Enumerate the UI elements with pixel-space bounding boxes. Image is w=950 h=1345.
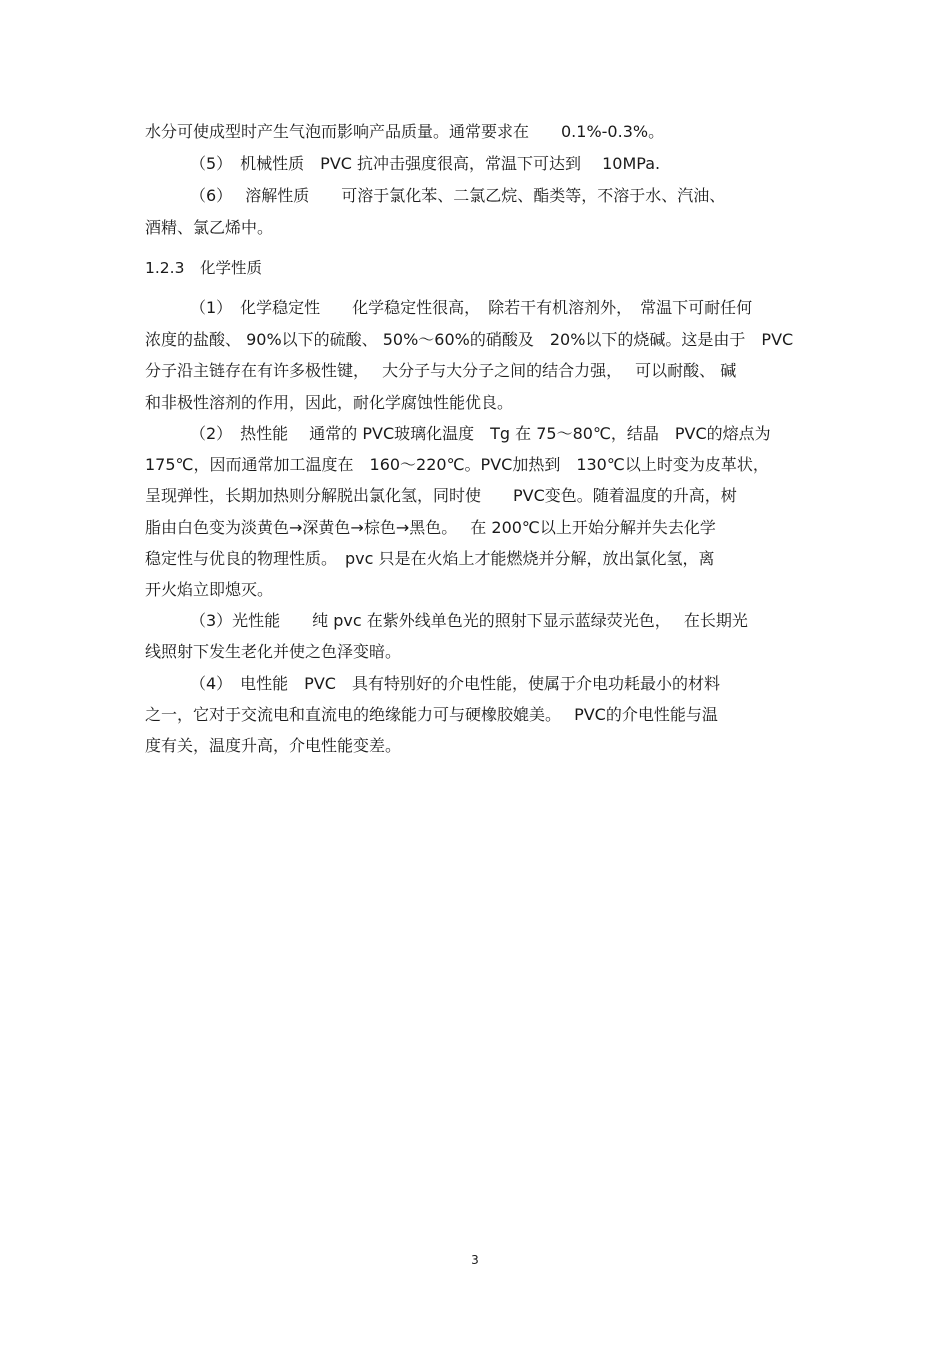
paragraph-line: 线照射下发生老化并使之色泽变暗。: [145, 642, 402, 661]
paragraph-line: （4） 电性能 PVC 具有特别好的介电性能，使属于介电功耗最小的材料: [190, 674, 720, 693]
paragraph-line: （2） 热性能 通常的 PVC玻璃化温度 Tg 在 75～80℃，结晶 PVC的熔点为: [190, 424, 771, 443]
paragraph-line: （6） 溶解性质 可溶于氯化苯、二氯乙烷、酯类等，不溶于水、汽油、: [190, 186, 726, 205]
paragraph-line: 175℃，因而通常加工温度在 160～220℃。PVC加热到 130℃以上时变为皮革状，: [145, 455, 769, 474]
section-heading: 1.2.3 化学性质: [145, 259, 262, 277]
paragraph-line: 稳定性与优良的物理性质。 pvc 只是在火焰上才能燃烧并分解，放出氯化氢，离: [145, 549, 715, 568]
paragraph-line: 浓度的盐酸、 90%以下的硫酸、 50%～60%的硝酸及 20%以下的烧碱。这是由于 PVC: [145, 330, 794, 349]
paragraph-line: 之一，它对于交流电和直流电的绝缘能力可与硬橡胶媲美。 PVC的介电性能与温: [145, 705, 718, 724]
paragraph-line: （5） 机械性质 PVC 抗冲击强度很高，常温下可达到 10MPa.: [190, 154, 661, 173]
paragraph-line: 度有关，温度升高，介电性能变差。: [145, 736, 402, 755]
paragraph-line: 酒精、氯乙烯中。: [145, 218, 274, 237]
paragraph-line: （3）光性能 纯 pvc 在紫外线单色光的照射下显示蓝绿荧光色， 在长期光: [190, 611, 748, 630]
paragraph-line: 呈现弹性，长期加热则分解脱出氯化氢，同时使 PVC变色。随着温度的升高，树: [145, 486, 737, 505]
paragraph-line: 分子沿主链存在有许多极性键， 大分子与大分子之间的结合力强， 可以耐酸、 碱: [145, 361, 737, 380]
paragraph-line: 水分可使成型时产生气泡而影响产品质量。通常要求在 0.1%-0.3%。: [145, 122, 665, 141]
paragraph-line: 脂由白色变为淡黄色→深黄色→棕色→黑色。 在 200℃以上开始分解并失去化学: [145, 518, 716, 537]
paragraph-line: 开火焰立即熄灭。: [145, 580, 274, 599]
page-number: 3: [471, 1253, 479, 1267]
paragraph-line: （1） 化学稳定性 化学稳定性很高， 除若干有机溶剂外， 常温下可耐任何: [190, 298, 753, 317]
paragraph-line: 和非极性溶剂的作用，因此，耐化学腐蚀性能优良。: [145, 393, 514, 412]
